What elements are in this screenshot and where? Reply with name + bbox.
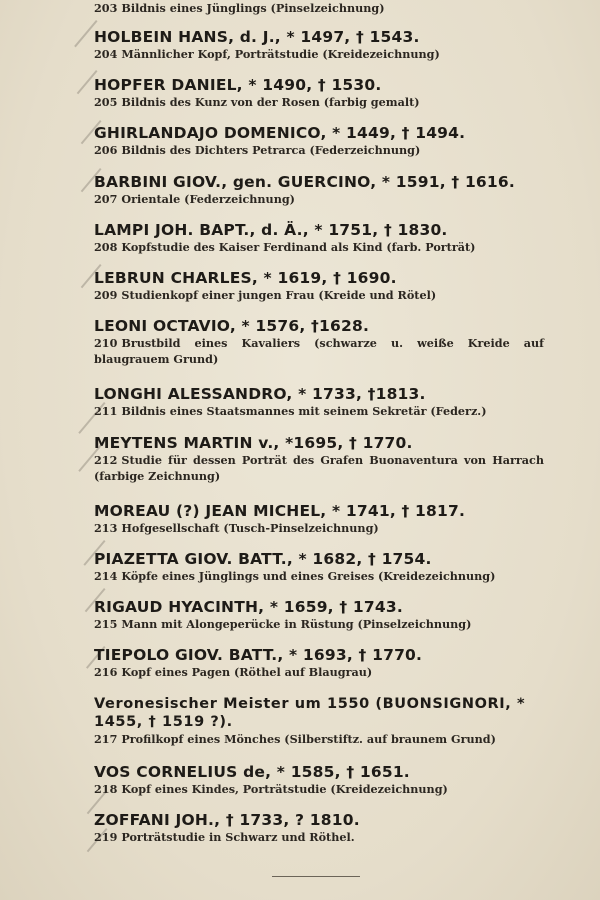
artist-heading: MOREAU (?) JEAN MICHEL, * 1741, † 1817. xyxy=(94,502,466,520)
work-line xyxy=(94,829,554,845)
catalog-entry xyxy=(94,695,554,747)
lot-number: 219 xyxy=(94,830,118,844)
lot-number: 216 xyxy=(94,665,118,679)
lot-number: 214 xyxy=(94,569,118,583)
work-title: Porträtstudie in Schwarz und Röthel. xyxy=(121,830,355,844)
artist-heading: LAMPI JOH. BAPT., d. Ä., * 1751, † 1830. xyxy=(94,221,448,239)
work-line xyxy=(94,568,554,584)
work-line xyxy=(94,616,554,632)
catalog-entry xyxy=(94,763,554,797)
catalog-entry xyxy=(94,434,554,484)
work-line xyxy=(94,520,554,536)
work-title: Brustbild eines Kavaliers (schwarze u. weiße Kreide auf blaugrauem Grund) xyxy=(94,336,544,366)
work-title: Männlicher Kopf, Porträtstudie (Kreidezeichnung) xyxy=(121,47,440,61)
lot-number: 218 xyxy=(94,782,118,796)
catalog-entry xyxy=(94,124,554,158)
lot-number: 207 xyxy=(94,192,118,206)
work-line xyxy=(94,781,554,797)
artist-heading: HOLBEIN HANS, d. J., * 1497, † 1543. xyxy=(94,28,420,46)
catalog-entry xyxy=(94,385,554,419)
work-title: Studienkopf einer jungen Frau (Kreide und Rötel) xyxy=(121,288,437,302)
lot-number: 210 xyxy=(94,336,118,350)
work-line xyxy=(94,452,544,484)
catalog-entry xyxy=(94,811,554,845)
artist-heading: VOS CORNELIUS de, * 1585, † 1651. xyxy=(94,763,410,781)
artist-heading: RIGAUD HYACINTH, * 1659, † 1743. xyxy=(94,598,403,616)
artist-heading: LONGHI ALESSANDRO, * 1733, †1813. xyxy=(94,385,426,403)
lot-number: 217 xyxy=(94,732,118,746)
artist-heading: HOPFER DANIEL, * 1490, † 1530. xyxy=(94,76,382,94)
lot-number: 208 xyxy=(94,240,118,254)
work-line xyxy=(94,46,554,62)
catalog-entry xyxy=(94,221,554,255)
catalog-entry xyxy=(94,76,554,110)
work-title: Köpfe eines Jünglings und eines Greises (Kreidezeichnung) xyxy=(121,569,496,583)
artist-heading: LEONI OCTAVIO, * 1576, †1628. xyxy=(94,317,370,335)
work-title: Studie für dessen Porträt des Grafen Buonaventura von Harrach (farbige Zeichnung) xyxy=(94,453,544,483)
catalog-entry xyxy=(94,0,554,16)
lot-number: 203 xyxy=(94,1,118,15)
work-line xyxy=(94,731,554,747)
artist-heading: MEYTENS MARTIN v., *1695, † 1770. xyxy=(94,434,413,452)
end-rule xyxy=(272,876,360,877)
lot-number: 205 xyxy=(94,95,118,109)
work-line xyxy=(94,142,554,158)
work-title: Orientale (Federzeichnung) xyxy=(121,192,295,206)
work-title: Bildnis des Kunz von der Rosen (farbig gemalt) xyxy=(121,95,420,109)
work-line xyxy=(94,239,554,255)
work-line xyxy=(94,403,554,419)
work-line xyxy=(94,94,554,110)
work-title: Bildnis des Dichters Petrarca (Federzeichnung) xyxy=(121,143,421,157)
work-line xyxy=(94,287,554,303)
artist-heading: LEBRUN CHARLES, * 1619, † 1690. xyxy=(94,269,397,287)
work-title: Kopf eines Kindes, Porträtstudie (Kreidezeichnung) xyxy=(121,782,448,796)
work-line xyxy=(94,191,554,207)
work-title: Kopfstudie des Kaiser Ferdinand als Kind (farb. Porträt) xyxy=(121,240,476,254)
work-title: Kopf eines Pagen (Röthel auf Blaugrau) xyxy=(121,665,373,679)
work-line xyxy=(94,664,554,680)
catalog-entry xyxy=(94,173,554,207)
lot-number: 209 xyxy=(94,288,118,302)
artist-heading: BARBINI GIOV., gen. GUERCINO, * 1591, † 1616. xyxy=(94,173,515,191)
artist-heading: Veronesischer Meister um 1550 (BUONSIGNORI, * 1455, † 1519 ?). xyxy=(94,696,526,730)
lot-number: 212 xyxy=(94,453,118,467)
artist-heading: ZOFFANI JOH., † 1733, ? 1810. xyxy=(94,811,360,829)
work-line xyxy=(94,335,544,367)
catalog-entry xyxy=(94,317,554,367)
catalog-entry xyxy=(94,269,554,303)
lot-number: 204 xyxy=(94,47,118,61)
artist-heading: PIAZETTA GIOV. BATT., * 1682, † 1754. xyxy=(94,550,432,568)
work-title: Bildnis eines Jünglings (Pinselzeichnung) xyxy=(121,1,385,15)
catalog-entry xyxy=(94,598,554,632)
work-title: Bildnis eines Staatsmannes mit seinem Sekretär (Federz.) xyxy=(121,404,487,418)
artist-heading: TIEPOLO GIOV. BATT., * 1693, † 1770. xyxy=(94,646,423,664)
lot-number: 215 xyxy=(94,617,118,631)
catalog-entry xyxy=(94,550,554,584)
lot-number: 213 xyxy=(94,521,118,535)
catalog-entry xyxy=(94,646,554,680)
work-line xyxy=(94,0,554,16)
catalog-entry xyxy=(94,502,554,536)
work-title: Hofgesellschaft (Tusch-Pinselzeichnung) xyxy=(121,521,379,535)
work-title: Profilkopf eines Mönches (Silberstiftz. auf braunem Grund) xyxy=(121,732,496,746)
lot-number: 206 xyxy=(94,143,118,157)
artist-heading: GHIRLANDAJO DOMENICO, * 1449, † 1494. xyxy=(94,124,466,142)
work-title: Mann mit Alongeperücke in Rüstung (Pinselzeichnung) xyxy=(121,617,472,631)
catalog-entry xyxy=(94,28,554,62)
lot-number: 211 xyxy=(94,404,118,418)
